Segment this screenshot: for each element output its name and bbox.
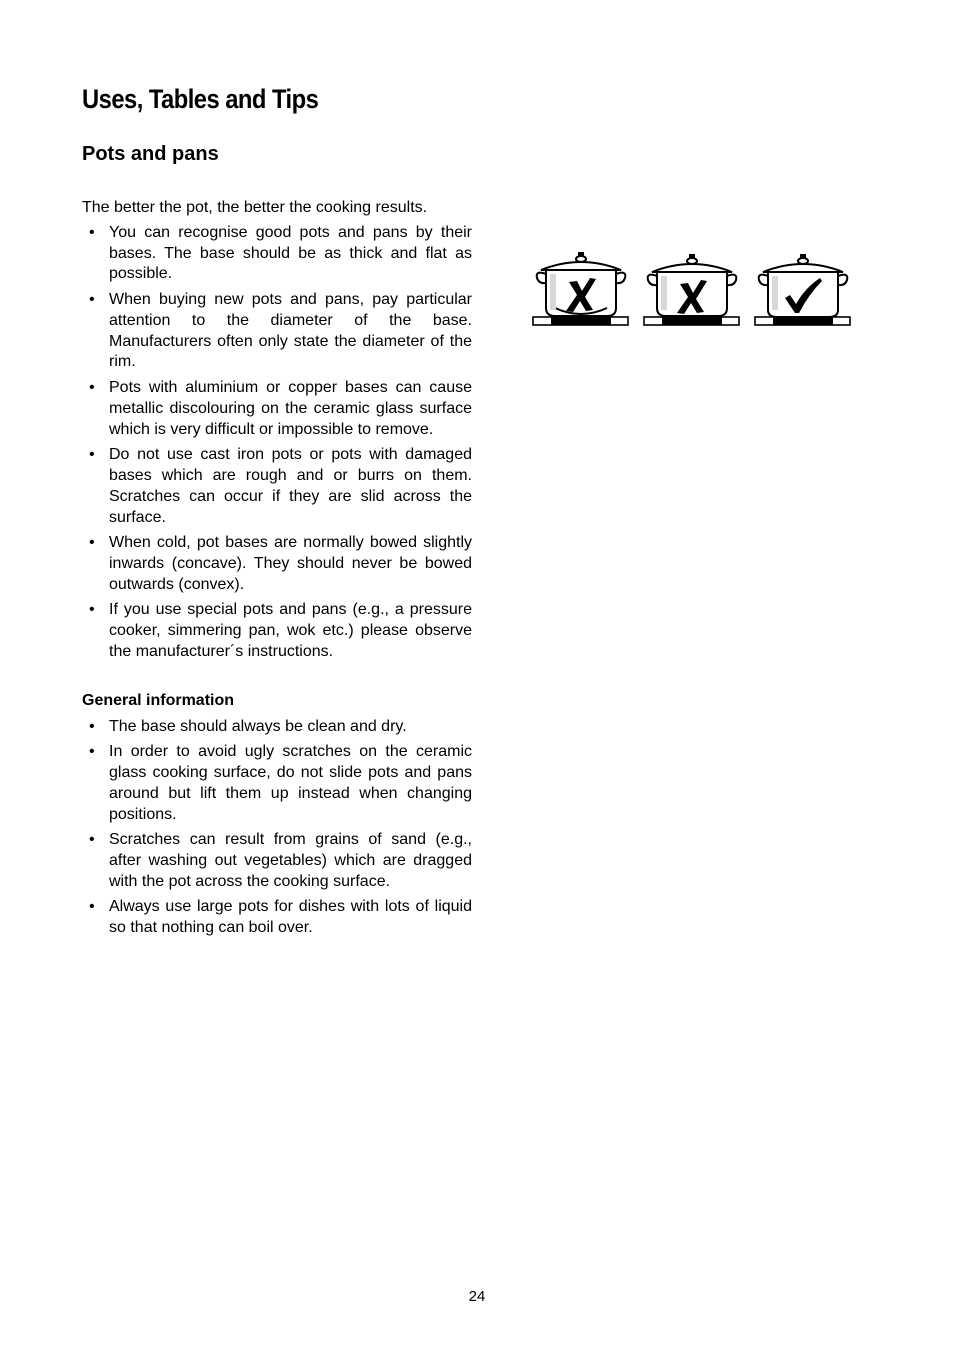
- bullet-icon: •: [89, 223, 95, 241]
- list-item: [82, 533, 472, 595]
- list-item-text: The base should always be clean and dry.: [109, 717, 407, 735]
- list-item: [82, 290, 472, 373]
- list-item: [82, 600, 472, 662]
- list-item: [82, 445, 472, 528]
- list-item-text: Scratches can result from grains of sand (e.g., after washing out vegetables) which are dragged with the pot across the cooking surface.: [109, 831, 472, 890]
- bullet-icon: •: [89, 831, 95, 849]
- list-item-text: You can recognise good pots and pans by their bases. The base should be as thick and flat as possible.: [109, 223, 472, 283]
- bullet-icon: •: [89, 534, 95, 552]
- bullet-icon: •: [89, 898, 95, 916]
- list-item-text: In order to avoid ugly scratches on the ceramic glass cooking surface, do not slide pots and pans around but lift them up instead when changing positions.: [109, 743, 472, 823]
- pots-bullet-list: [82, 223, 472, 663]
- bullet-icon: •: [89, 290, 95, 308]
- page-title: Uses, Tables and Tips: [82, 84, 319, 114]
- text-column: [82, 198, 472, 944]
- list-item-text: Pots with aluminium or copper bases can cause metallic discolouring on the ceramic glass surface which is very difficult or impossible to remove.: [109, 378, 472, 438]
- list-item: [82, 897, 472, 939]
- list-item: [82, 717, 472, 738]
- bullet-icon: •: [89, 378, 95, 396]
- list-item-text: When cold, pot bases are normally bowed slightly inwards (concave). They should never be bowed outwards (convex).: [109, 534, 472, 593]
- bullet-icon: •: [89, 743, 95, 761]
- general-bullet-list: [82, 717, 472, 939]
- bullet-icon: •: [89, 446, 95, 464]
- list-item: [82, 223, 472, 285]
- list-item-text: Always use large pots for dishes with lots of liquid so that nothing can boil over.: [109, 898, 472, 937]
- bullet-icon: •: [89, 717, 95, 735]
- pot-correct-base: [755, 254, 850, 325]
- pot-convex-base: [533, 252, 628, 325]
- pots-illustration: [530, 248, 856, 330]
- list-item-text: If you use special pots and pans (e.g., a pressure cooker, simmering pan, wok etc.) please observe the manufacturer´s instructions.: [109, 601, 472, 660]
- page-number: 24: [468, 1288, 486, 1305]
- bullet-icon: •: [89, 601, 95, 619]
- intro-text: The better the pot, the better the cooking results.: [82, 199, 428, 216]
- list-item: [82, 742, 472, 825]
- general-information-heading: General information: [82, 691, 235, 709]
- list-item: [82, 830, 472, 892]
- pot-uneven-base: [644, 254, 739, 325]
- section-title-pots-and-pans: Pots and pans: [82, 143, 219, 165]
- list-item: [82, 378, 472, 440]
- list-item-text: When buying new pots and pans, pay particular attention to the diameter of the base. Manufacturers often only state the diameter of the rim.: [109, 290, 472, 371]
- list-item-text: Do not use cast iron pots or pots with damaged bases which are rough and or burrs on them. Scratches can occur if they are slid across the surface.: [109, 446, 472, 526]
